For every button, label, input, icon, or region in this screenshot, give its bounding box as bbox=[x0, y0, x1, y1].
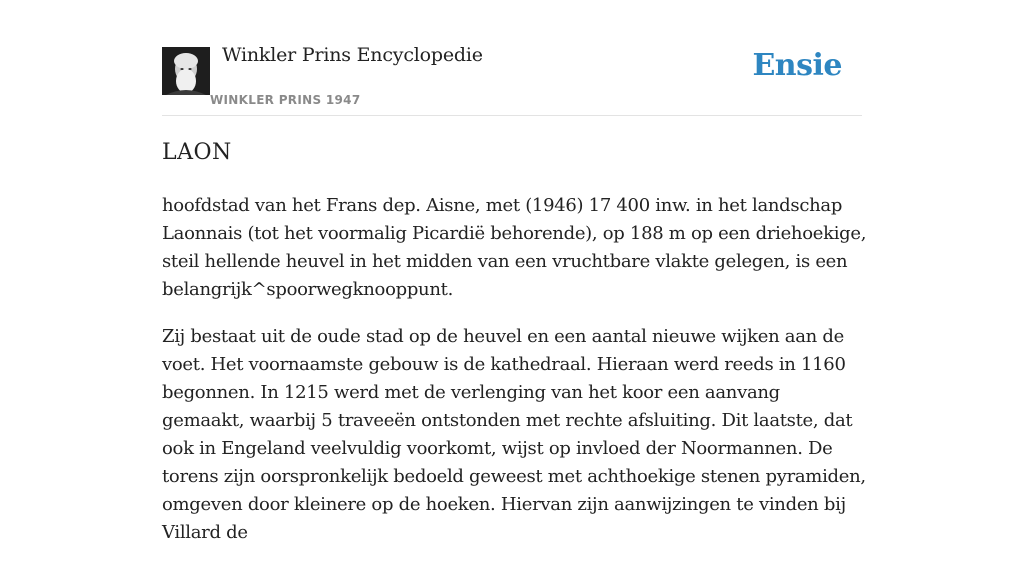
article-paragraph: hoofdstad van het Frans dep. Aisne, met (1946) 17 400 inw. in het landschap Laonnais (tot het voormalig Picardië behorende), op 188 m op een driehoekige, steil hellende heuvel in het midden van een vruchtbare vlakte gelegen, is een belangrijk^spoorwegknooppunt. bbox=[162, 195, 867, 300]
ensie-logo[interactable]: Ensie bbox=[752, 48, 842, 83]
article-title: LAON bbox=[162, 140, 232, 165]
site-header bbox=[162, 0, 862, 116]
article-paragraph: Zij bestaat uit de oude stad op de heuvel en een aantal nieuwe wijken aan de voet. Het voornaamste gebouw is de kathedraal. Hieraan werd reeds in 1160 begonnen. In 1215 werd met de verlenging van het koor een aanvang gemaakt, waarbij 5 traveeën ontstonden met rechte afsluiting. Dit laatste, dat ook in Engeland veelvuldig voorkomt, wijst op invloed der Noormannen. De torens zijn oorspronkelijk bedoeld geweest met achthoekige stenen pyramiden, omgeven door kleinere op de hoeken. Hiervan zijn aanwijzingen te vinden bij Villard de bbox=[162, 326, 866, 543]
portrait-image bbox=[162, 47, 210, 95]
site-title[interactable]: Winkler Prins Encyclopedie bbox=[222, 44, 483, 66]
edition-label[interactable]: WINKLER PRINS 1947 bbox=[210, 93, 361, 107]
article-body bbox=[162, 192, 867, 566]
author-avatar[interactable] bbox=[162, 47, 210, 95]
